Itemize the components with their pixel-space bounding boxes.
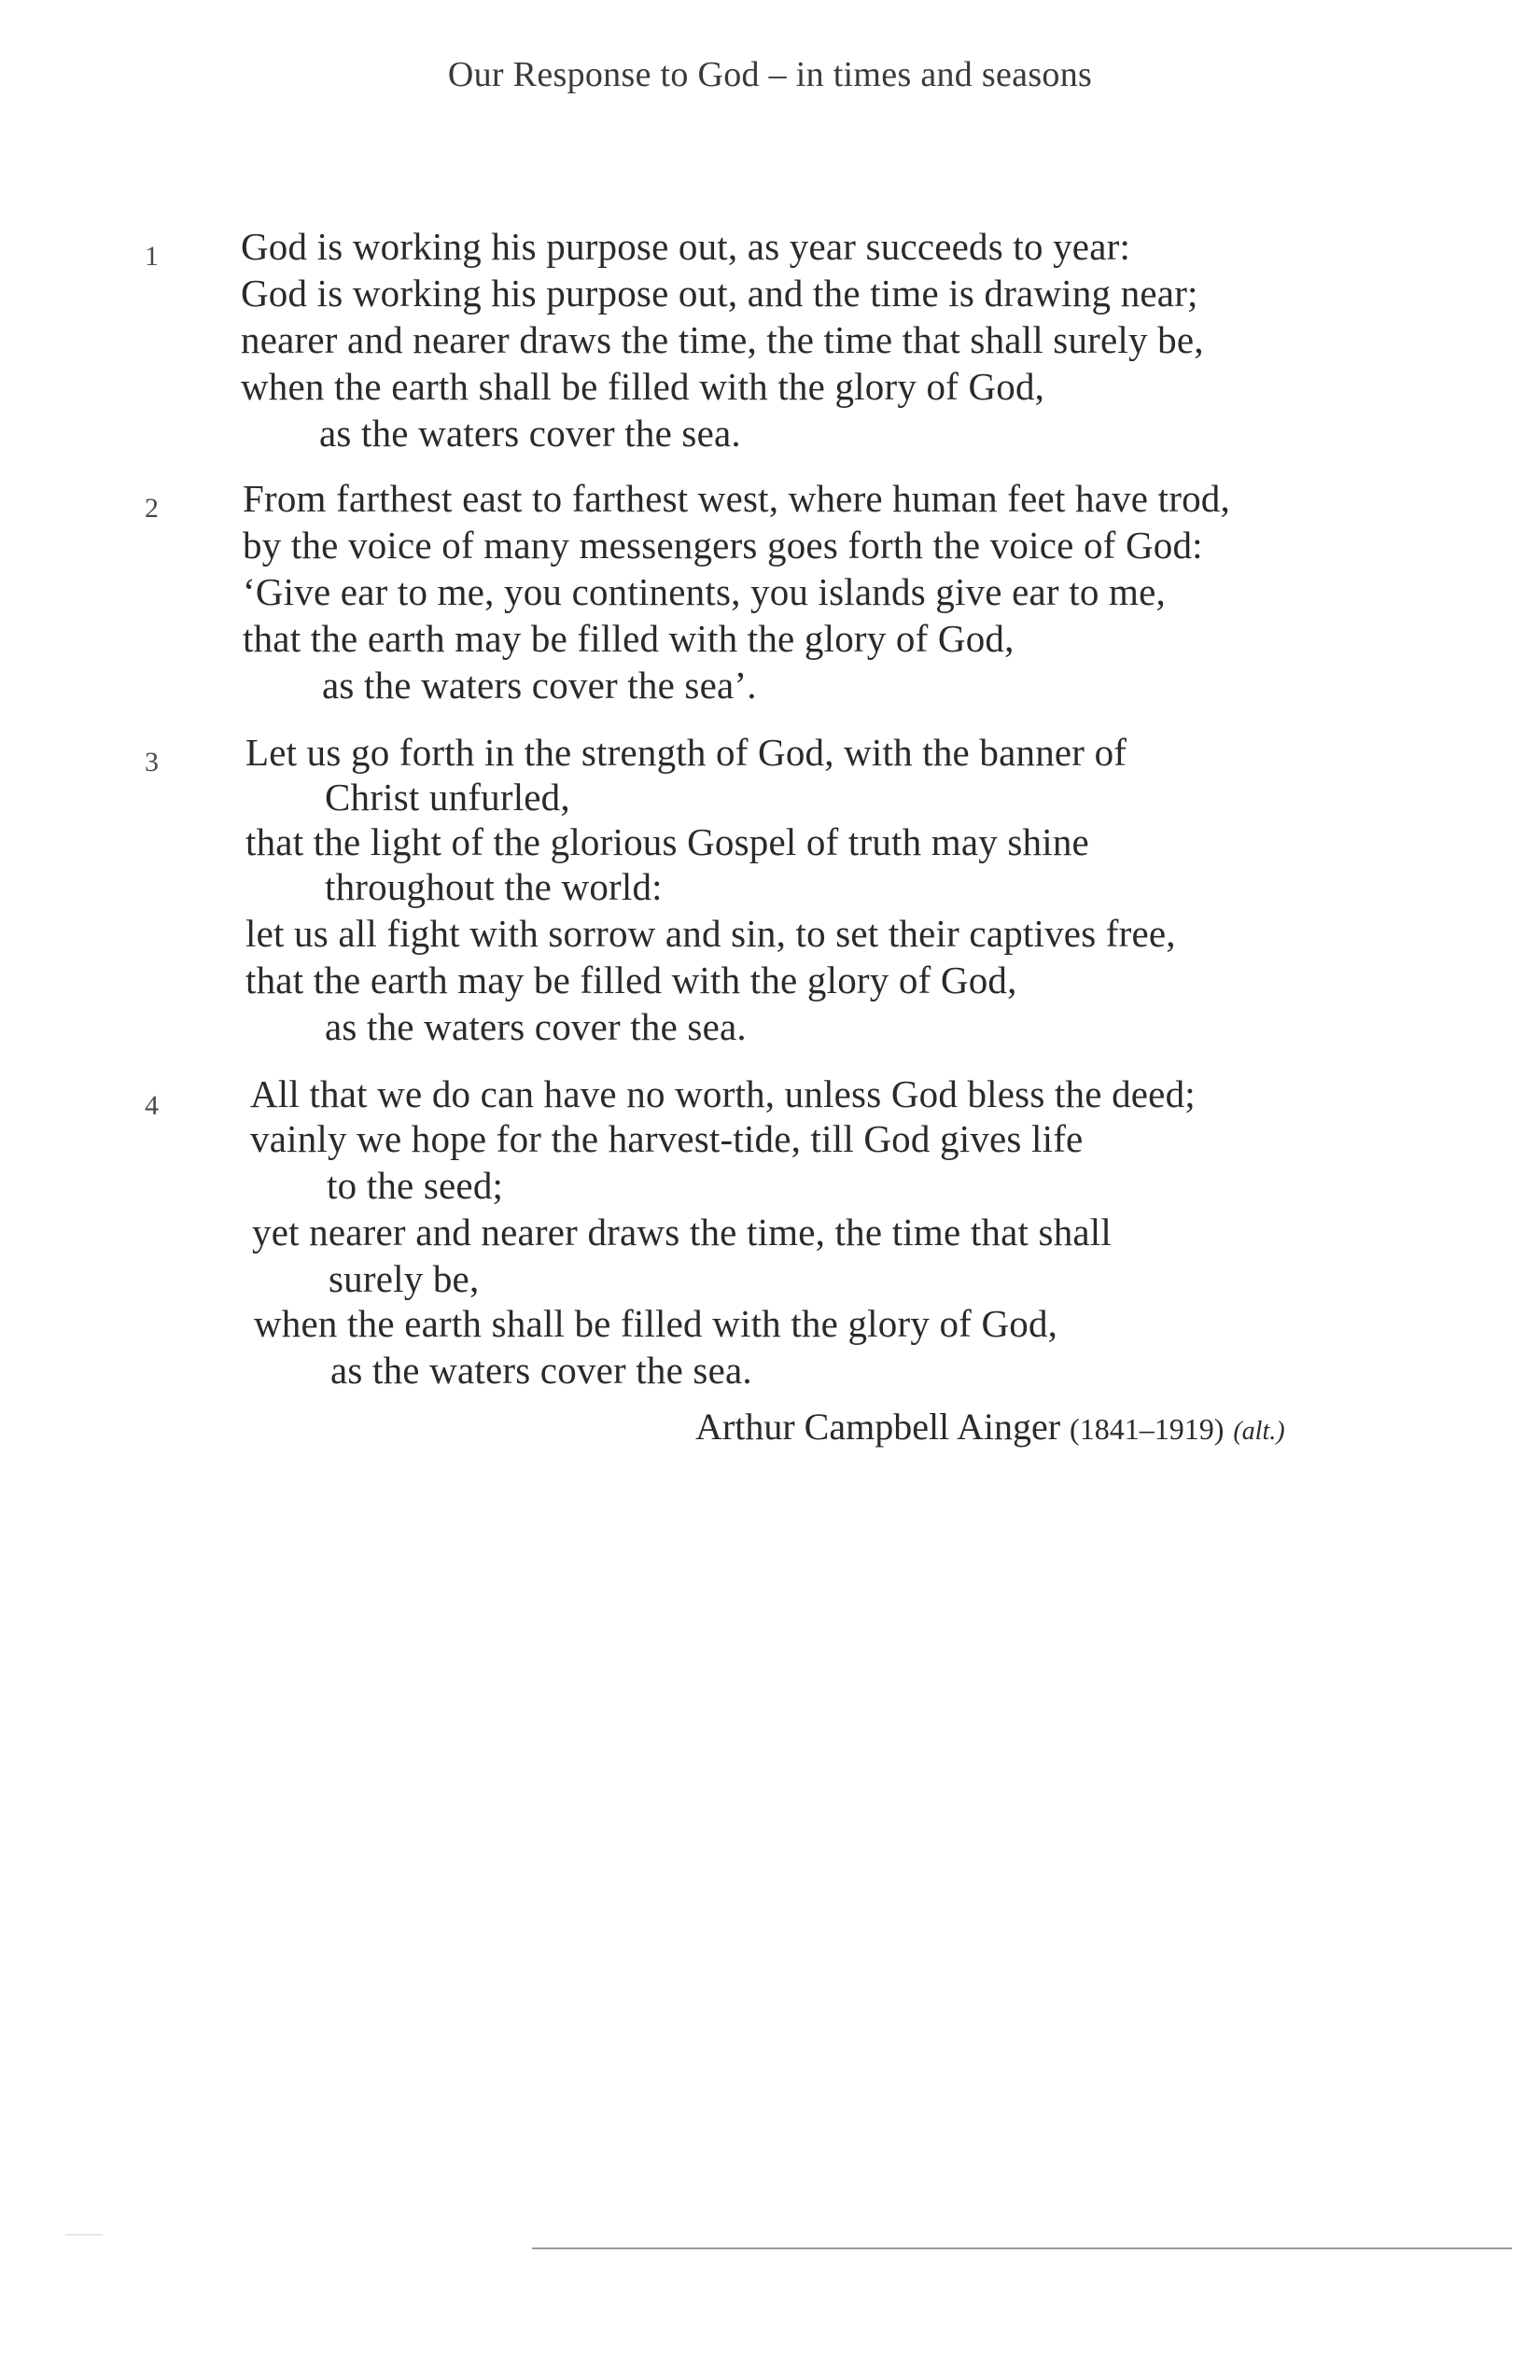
alteration-note: (alt.) (1233, 1417, 1285, 1446)
verse-line-indented: as the waters cover the sea’. (322, 664, 757, 707)
verse-line: that the light of the glorious Gospel of truth may shine (245, 820, 1089, 863)
verse-line: yet nearer and nearer draws the time, the time that shall (252, 1211, 1112, 1253)
verse-line: Let us go forth in the strength of God, with the banner of (245, 731, 1127, 774)
verse-line: nearer and nearer draws the time, the time that shall surely be, (241, 318, 1204, 361)
verse-line-indented: Christ unfurled, (325, 776, 570, 819)
verse-line-indented: to the seed; (327, 1164, 504, 1207)
verse-number: 2 (145, 493, 159, 524)
verse-number: 4 (145, 1090, 159, 1121)
footer-rule-short (65, 2234, 103, 2235)
author-name: Arthur Campbell Ainger (695, 1406, 1061, 1448)
verse-line: From farthest east to farthest west, where human feet have trod, (243, 477, 1230, 520)
verse-line: when the earth shall be filled with the glory of God, (241, 365, 1045, 408)
verse-line: that the earth may be filled with the glory of God, (245, 959, 1017, 1001)
running-title: Our Response to God – in times and seasons (447, 55, 1093, 94)
verse-line: ‘Give ear to me, you continents, you islands give ear to me, (243, 570, 1166, 613)
verse-line: God is working his purpose out, as year succeeds to year: (241, 225, 1131, 268)
verse-line: All that we do can have no worth, unless God bless the deed; (250, 1072, 1196, 1115)
verse-line-indented: as the waters cover the sea. (330, 1349, 752, 1392)
verse-line-indented: surely be, (329, 1257, 480, 1300)
verse-line: God is working his purpose out, and the time is drawing near; (241, 272, 1198, 315)
verse-number: 3 (145, 747, 159, 777)
verse-line-indented: throughout the world: (325, 865, 663, 908)
verse-number: 1 (145, 241, 159, 272)
verse-line-indented: as the waters cover the sea. (319, 412, 741, 455)
verse-line: when the earth shall be filled with the glory of God, (254, 1302, 1058, 1345)
attribution (695, 1405, 1285, 1449)
verse-line-indented: as the waters cover the sea. (325, 1005, 747, 1048)
footer-rule (532, 2247, 1512, 2249)
author-dates: (1841–1919) (1070, 1412, 1225, 1446)
verse-line: that the earth may be filled with the glory of God, (243, 617, 1015, 660)
verse-line: vainly we hope for the harvest-tide, till God gives life (250, 1117, 1084, 1160)
verse-line: let us all fight with sorrow and sin, to set their captives free, (245, 912, 1176, 955)
verse-line: by the voice of many messengers goes forth the voice of God: (243, 524, 1203, 567)
